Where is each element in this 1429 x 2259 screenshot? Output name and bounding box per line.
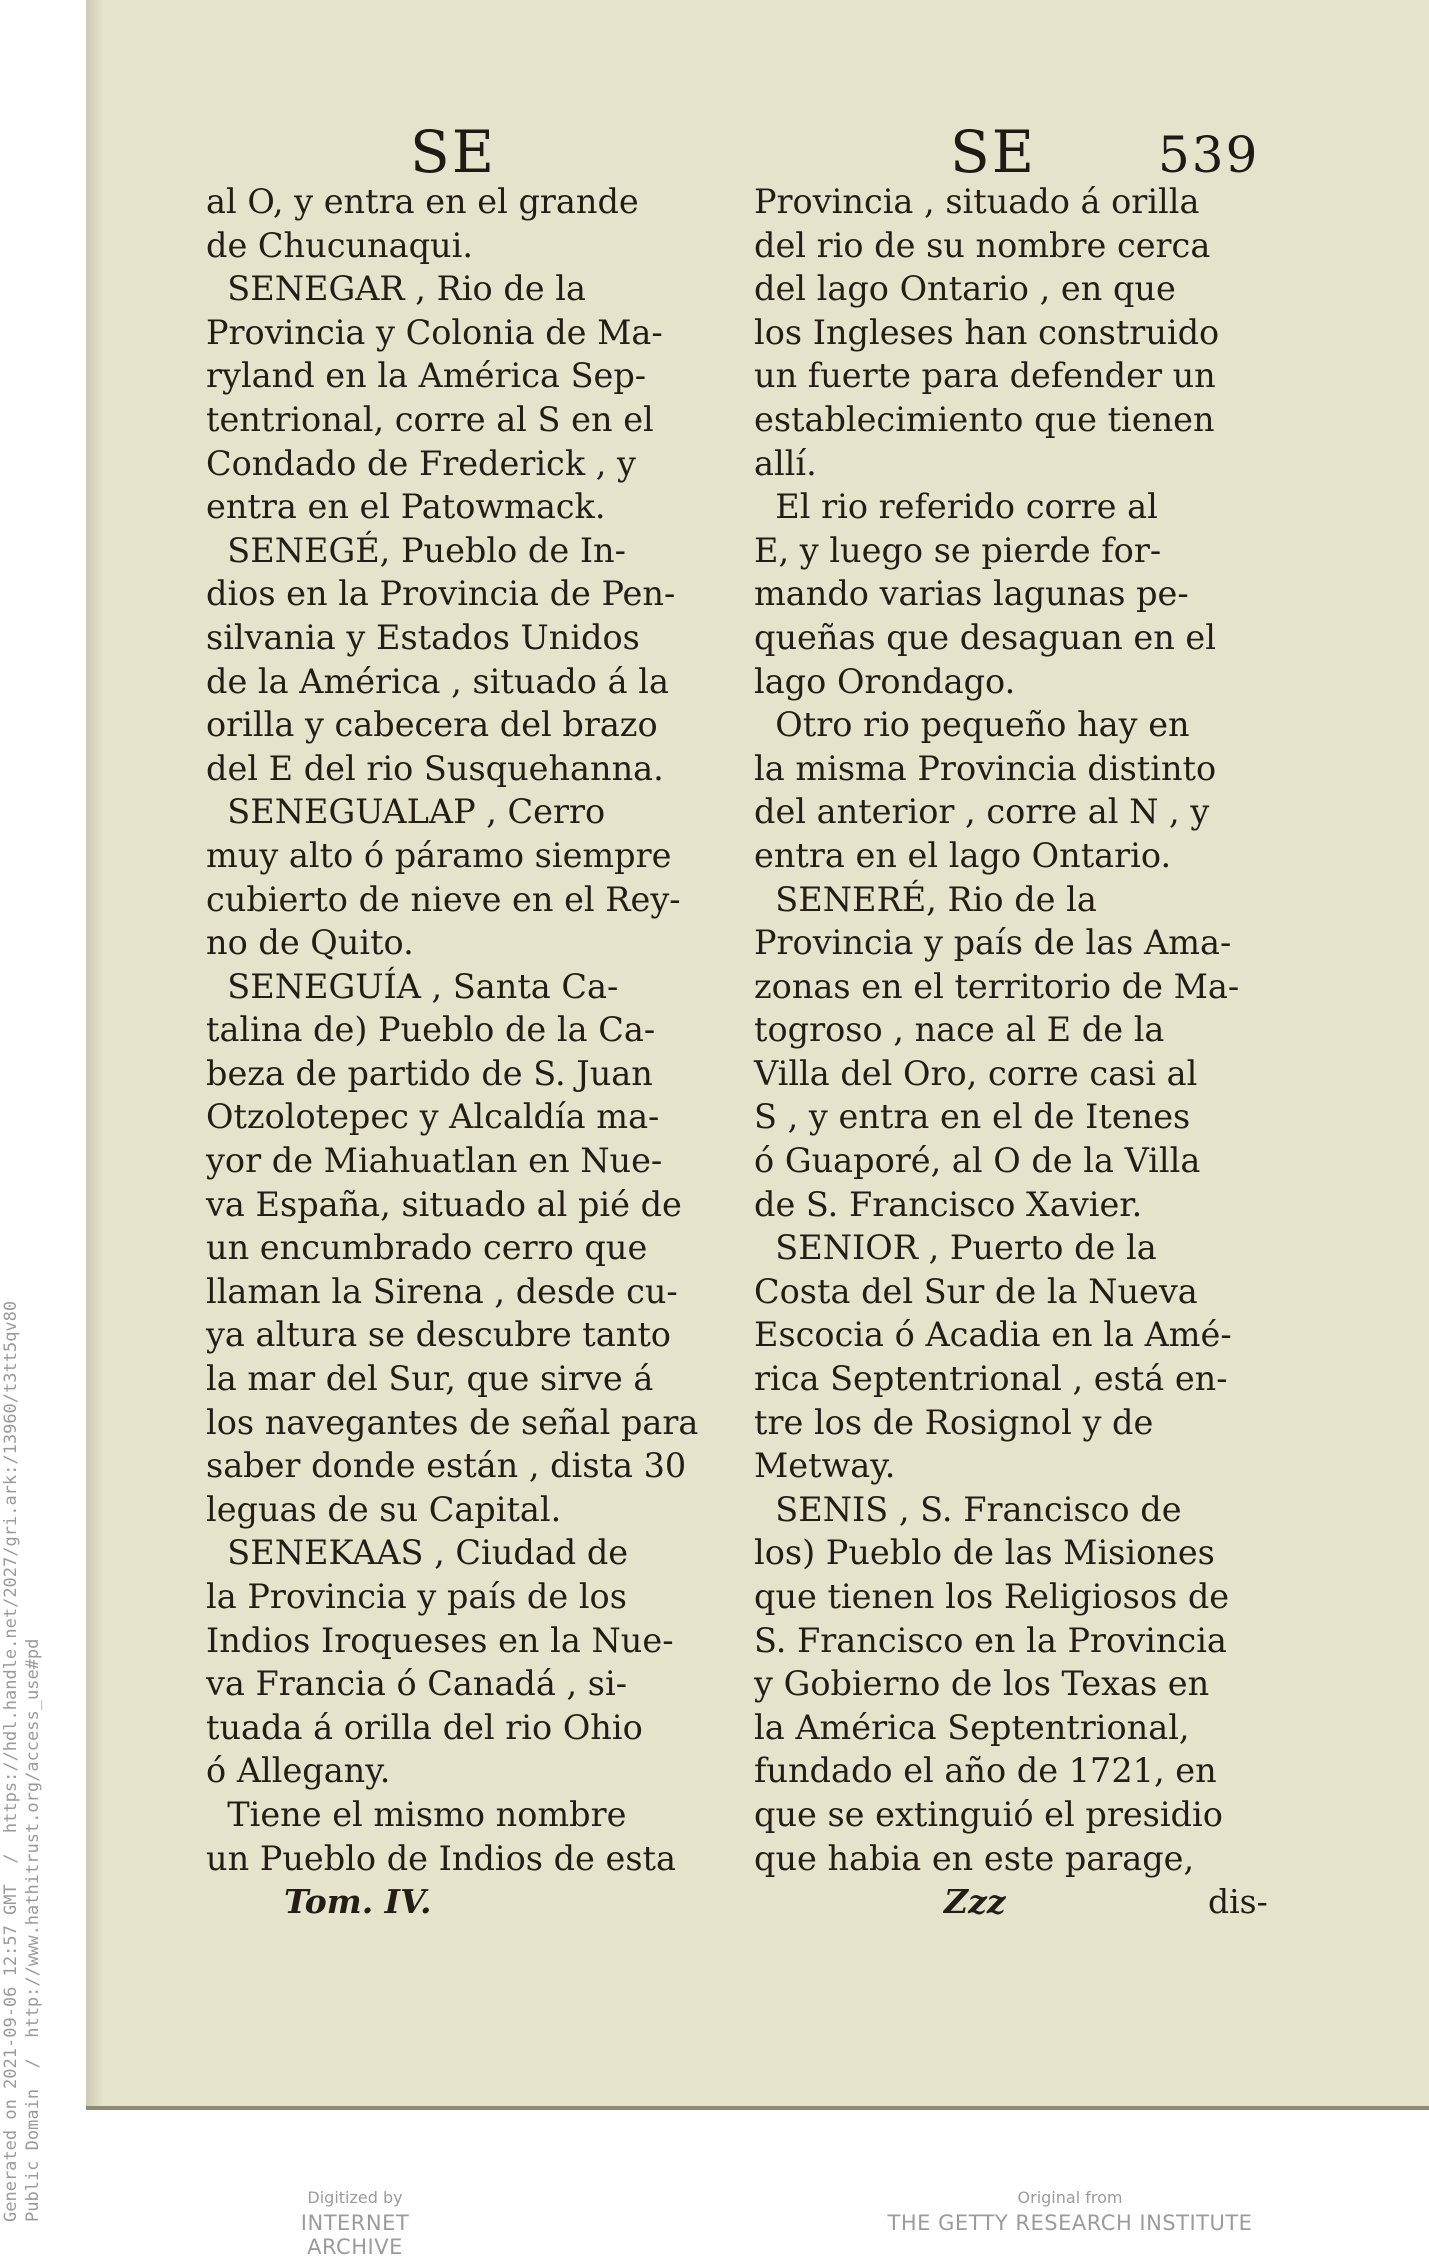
text-line: de S. Francisco Xavier.: [754, 1184, 1143, 1224]
text-line: un fuerte para defender un: [754, 356, 1216, 396]
text-line: S , y entra en el de Itenes: [754, 1097, 1191, 1137]
text-line: los) Pueblo de las Misiones: [754, 1533, 1215, 1573]
catchword: dis-: [1208, 1882, 1268, 1921]
text-line: ó Allegany.: [206, 1751, 391, 1791]
text-line: allí.: [754, 443, 817, 483]
text-line: establecimiento que tienen: [754, 399, 1215, 439]
text-line: rica Septentrional , está en-: [754, 1359, 1228, 1399]
text-line: la América Septentrional,: [754, 1707, 1190, 1747]
text-line: El rio referido corre al: [754, 487, 1158, 527]
text-line: Metway.: [754, 1446, 896, 1486]
text-line: llaman la Sirena , desde cu-: [206, 1271, 678, 1311]
text-line: de la América , situado á la: [206, 661, 669, 701]
text-line: de Chucunaqui.: [206, 225, 473, 265]
text-line: entra en el Patowmack.: [206, 487, 606, 527]
footer-digitized-label: Digitized by: [307, 2188, 403, 2207]
text-line: ryland en la América Sep-: [206, 356, 647, 396]
text-line: la mar del Sur, que sirve á: [206, 1359, 654, 1399]
text-line: Otzolotepec y Alcaldía ma-: [206, 1097, 660, 1137]
text-line: zonas en el territorio de Ma-: [754, 966, 1240, 1006]
text-line: SENEGAR , Rio de la: [206, 269, 586, 309]
text-line: leguas de su Capital.: [206, 1489, 562, 1529]
left-text-column: [206, 180, 698, 1880]
text-line: Otro rio pequeño hay en: [754, 705, 1190, 745]
text-line: togroso , nace al E de la: [754, 1010, 1165, 1050]
text-line: va Francia ó Canadá , si-: [206, 1664, 628, 1704]
page-bottom-edge: [86, 2106, 1429, 2110]
footer-internet-archive: INTERNET ARCHIVE: [300, 2211, 410, 2259]
text-line: E, y luego se pierde for-: [754, 530, 1162, 570]
signature-mark: Tom. IV.: [284, 1882, 432, 1921]
text-line: S. Francisco en la Provincia: [754, 1620, 1227, 1660]
watermark-line-1: Generated on 2021-09-06 12:57 GMT / https://hdl.handle.net/2027/gri.ark:/13960/t3tt5qv80: [1, 1300, 21, 2222]
text-line: del rio de su nombre cerca: [754, 225, 1211, 265]
text-line: SENEGÉ, Pueblo de In-: [206, 530, 626, 570]
footer-original-from: [870, 2188, 1270, 2235]
text-line: orilla y cabecera del brazo: [206, 705, 658, 745]
text-line: Indios Iroqueses en la Nue-: [206, 1620, 674, 1660]
text-line: un Pueblo de Indios de esta: [206, 1838, 676, 1878]
text-line: ó Guaporé, al O de la Villa: [754, 1141, 1201, 1181]
text-line: beza de partido de S. Juan: [206, 1053, 653, 1093]
text-line: entra en el lago Ontario.: [754, 835, 1172, 875]
text-line: talina de) Pueblo de la Ca-: [206, 1010, 656, 1050]
text-line: que habia en este parage,: [754, 1838, 1195, 1878]
text-line: saber donde están , dista 30: [206, 1446, 687, 1486]
running-head-right: SE: [950, 118, 1037, 186]
text-line: que se extinguió el presidio: [754, 1794, 1223, 1834]
text-line: la misma Provincia distinto: [754, 748, 1217, 788]
text-line: Escocia ó Acadia en la Amé-: [754, 1315, 1232, 1355]
watermark-line-2: Public Domain / http://www.hathitrust.org/access_use#pd: [23, 1638, 43, 2222]
page-number: 539: [1158, 126, 1260, 184]
text-line: tentrional, corre al S en el: [206, 399, 654, 439]
text-line: un encumbrado cerro que: [206, 1228, 648, 1268]
text-line: cubierto de nieve en el Rey-: [206, 879, 681, 919]
text-line: fundado el año de 1721, en: [754, 1751, 1217, 1791]
text-line: SENEGUALAP , Cerro: [206, 792, 606, 832]
text-line: tre los de Rosignol y de: [754, 1402, 1154, 1442]
text-line: ya altura se descubre tanto: [206, 1315, 671, 1355]
text-line: yor de Miahuatlan en Nue-: [206, 1141, 663, 1181]
text-line: Provincia y país de las Ama-: [754, 923, 1232, 963]
text-line: que tienen los Religiosos de: [754, 1577, 1230, 1616]
running-head-left: SE: [410, 118, 497, 186]
right-text-column: [754, 180, 1239, 1880]
text-line: los navegantes de señal para: [206, 1402, 699, 1442]
text-line: SENIOR , Puerto de la: [754, 1228, 1157, 1268]
text-line: Tiene el mismo nombre: [206, 1794, 627, 1834]
gathering-mark: Zzz: [944, 1882, 1006, 1921]
text-line: Costa del Sur de la Nueva: [754, 1271, 1198, 1311]
text-line: Provincia , situado á orilla: [754, 182, 1200, 221]
text-line: del E del rio Susquehanna.: [206, 748, 664, 788]
text-line: SENEGUÍA , Santa Ca-: [206, 966, 619, 1006]
text-line: dios en la Provincia de Pen-: [206, 574, 676, 614]
text-line: no de Quito.: [206, 923, 414, 963]
text-line: Villa del Oro, corre casi al: [754, 1053, 1198, 1093]
text-line: del anterior , corre al N , y: [754, 792, 1210, 832]
text-line: mando varias lagunas pe-: [754, 574, 1189, 614]
text-line: SENEKAAS , Ciudad de: [206, 1533, 629, 1573]
access-watermark: [0, 0, 44, 2222]
text-line: tuada á orilla del rio Ohio: [206, 1707, 643, 1747]
text-line: del lago Ontario , en que: [754, 269, 1176, 309]
text-line: SENIS , S. Francisco de: [754, 1489, 1182, 1529]
text-line: lago Orondago.: [754, 661, 1016, 701]
text-line: Provincia y Colonia de Ma-: [206, 312, 663, 352]
footer-digitized-by: [250, 2188, 460, 2259]
footer-getty: THE GETTY RESEARCH INSTITUTE: [887, 2211, 1253, 2235]
text-line: Condado de Frederick , y: [206, 443, 636, 483]
text-line: va España, situado al pié de: [206, 1184, 682, 1224]
footer-original-label: Original from: [1017, 2188, 1123, 2207]
text-line: y Gobierno de los Texas en: [754, 1664, 1210, 1704]
text-line: los Ingleses han construido: [754, 312, 1220, 352]
page-gutter-shadow: [86, 0, 104, 2110]
text-line: al O, y entra en el grande: [206, 182, 639, 221]
text-line: queñas que desaguan en el: [754, 617, 1216, 657]
text-line: silvania y Estados Unidos: [206, 617, 640, 657]
text-line: la Provincia y país de los: [206, 1577, 627, 1616]
text-line: SENERÉ, Rio de la: [754, 879, 1097, 919]
text-line: muy alto ó páramo siempre: [206, 835, 672, 875]
